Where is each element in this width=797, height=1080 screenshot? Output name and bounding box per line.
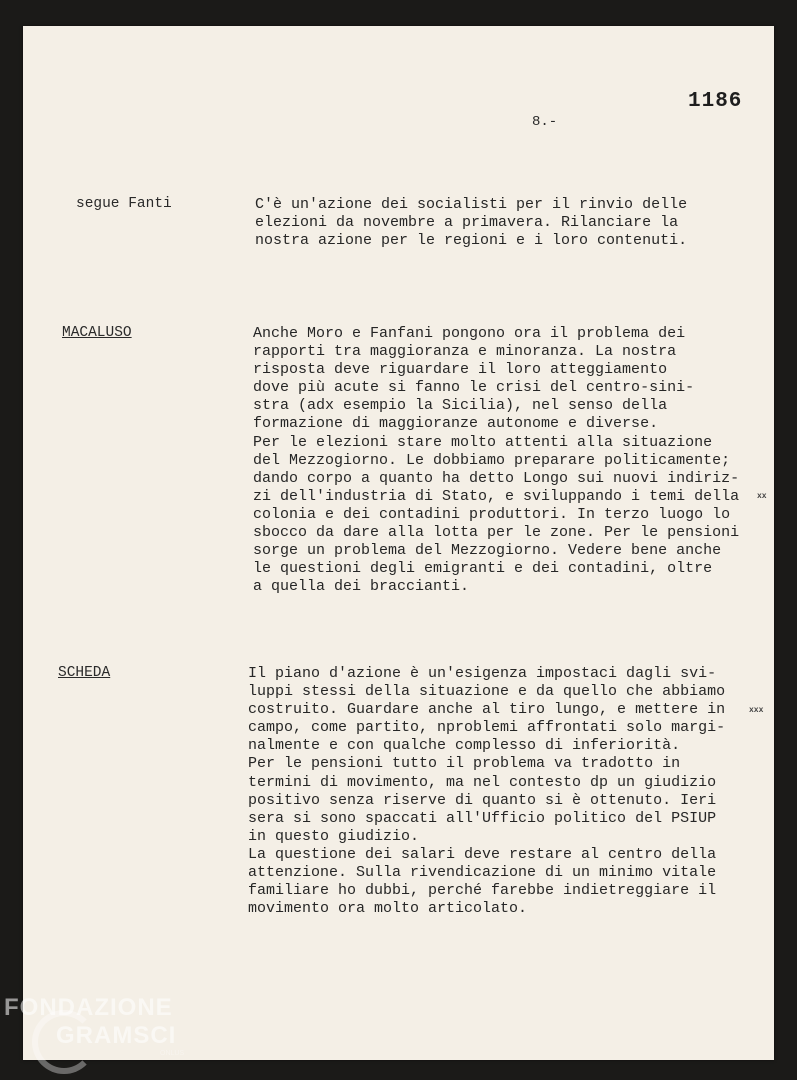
- text-line: colonia e dei contadini produttori. In terzo luogo lo: [253, 505, 731, 523]
- watermark-g-icon: [32, 1010, 96, 1074]
- text-line: zi dell'industria di Stato, e sviluppando i temi della: [253, 487, 740, 505]
- text-line: positivo senza riserve di quanto si è ottenuto. Ieri: [248, 791, 717, 809]
- text-block-fanti: [255, 196, 687, 250]
- text-line: costruito. Guardare anche al tiro lungo, e mettere in: [248, 701, 726, 719]
- text-line: sorge un problema del Mezzogiorno. Vedere bene anche: [253, 542, 722, 560]
- margin-mark: xx: [757, 492, 767, 501]
- watermark-line1: FONDAZIONE: [4, 994, 173, 1021]
- text-block-scheda: [248, 665, 725, 918]
- text-line: stra (adx esempio la Sicilia), nel senso della: [253, 397, 668, 415]
- text-line: sera si sono spaccati all'Ufficio politico del PSIUP: [248, 809, 717, 827]
- text-line: dove più acute si fanno le crisi del centro-sini-: [253, 379, 695, 397]
- margin-mark: xxx: [749, 706, 764, 715]
- text-block-macaluso: [253, 325, 739, 596]
- speaker-fanti: segue Fanti: [76, 196, 172, 212]
- watermark-line2: GRAMSCI: [56, 1022, 177, 1049]
- speaker-scheda: SCHEDA: [58, 665, 111, 681]
- text-line: Il piano d'azione è un'esigenza impostaci dagli svi-: [248, 665, 717, 682]
- text-line: movimento ora molto articolato.: [248, 900, 528, 918]
- text-line: risposta deve riguardare il loro atteggiamento: [253, 361, 668, 379]
- text-line: luppi stessi della situazione e da quello che abbiamo: [248, 683, 726, 701]
- text-line: sbocco da dare alla lotta per le zone. Per le pensioni: [253, 524, 740, 542]
- watermark-small: ONLUS: [160, 1050, 185, 1057]
- text-line: attenzione. Sulla rivendicazione di un minimo vitale: [248, 864, 717, 882]
- text-line: le questioni degli emigranti e dei contadini, oltre: [253, 560, 713, 578]
- page-number: 1186: [688, 90, 743, 113]
- text-line: Per le pensioni tutto il problema va tradotto in: [248, 755, 681, 773]
- watermark-logo: [4, 994, 176, 1050]
- text-line: familiare ho dubbi, perché farebbe indietreggiare il: [248, 882, 717, 900]
- bleed-through-text: [250, 290, 258, 306]
- text-line: nostra azione per le regioni e i loro contenuti.: [255, 232, 688, 250]
- text-line: dando corpo a quanto ha detto Longo sui nuovi indiriz-: [253, 469, 740, 487]
- text-line: La questione dei salari deve restare al centro della: [248, 845, 717, 863]
- text-line: Per le elezioni stare molto attenti alla situazione: [253, 433, 713, 451]
- text-line: elezioni da novembre a primavera. Rilanciare la: [255, 214, 679, 232]
- text-line: termini di movimento, ma nel contesto dp un giudizio: [248, 773, 717, 791]
- text-line: C'è un'azione dei socialisti per il rinvio delle: [255, 196, 688, 213]
- sheet-number: 8.-: [532, 114, 558, 130]
- text-line: del Mezzogiorno. Le dobbiamo preparare politicamente;: [253, 451, 731, 469]
- text-line: Anche Moro e Fanfani pongono ora il problema dei: [253, 325, 686, 342]
- text-line: nalmente e con qualche complesso di inferiorità.: [248, 737, 681, 755]
- text-line: formazione di maggioranze autonome e diverse.: [253, 415, 659, 433]
- text-line: in questo giudizio.: [248, 827, 420, 845]
- text-line: campo, come partito, nproblemi affrontati solo margi-: [248, 719, 726, 737]
- text-line: a quella dei braccianti.: [253, 578, 470, 596]
- speaker-macaluso: MACALUSO: [62, 325, 132, 341]
- text-line: rapporti tra maggioranza e minoranza. La nostra: [253, 343, 677, 361]
